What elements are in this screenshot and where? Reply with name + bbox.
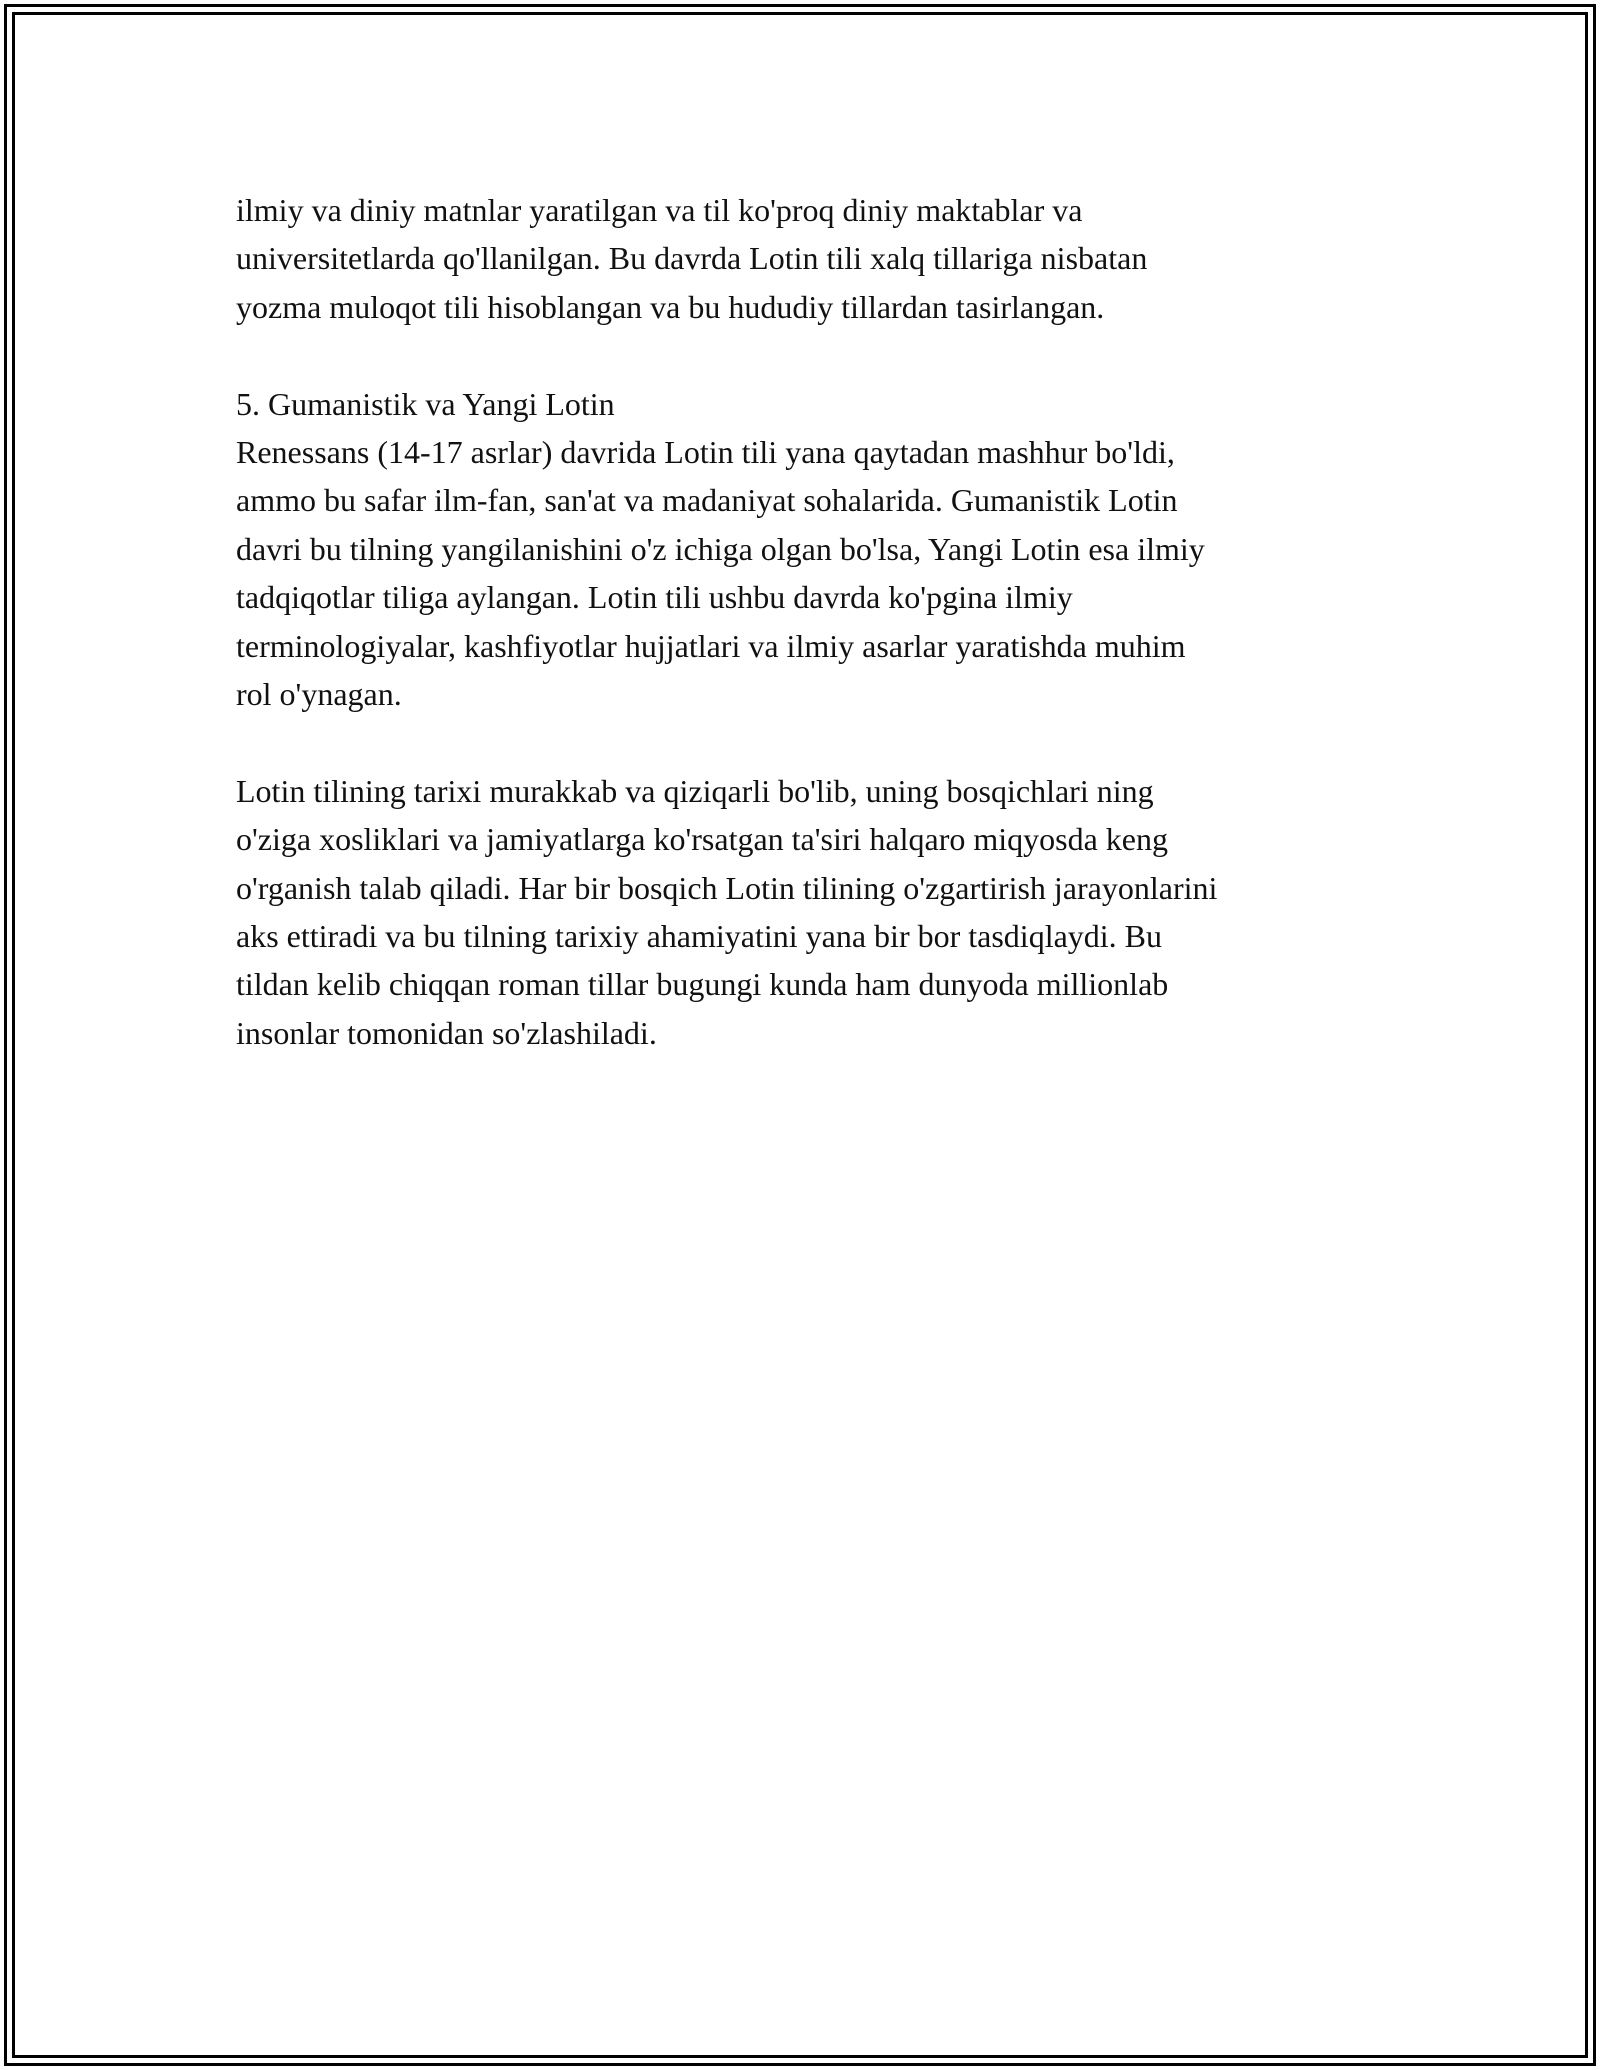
text-line: davri bu tilning yangilanishini o'z ichiga olgan bo'lsa, Yangi Lotin esa ilmiy xyxy=(236,530,1205,567)
document-body xyxy=(236,186,1386,1057)
text-line: aks ettiradi va bu tilning tarixiy ahamiyatini yana bir bor tasdiqlaydi. Bu xyxy=(236,918,1163,955)
section-heading: 5. Gumanistik va Yangi Lotin xyxy=(236,385,615,422)
text-line: yozma muloqot tili hisoblangan va bu hududiy tillardan tasirlangan. xyxy=(236,288,1105,325)
paragraph-intro xyxy=(236,186,1386,331)
text-line: Renessans (14-17 asrlar) davrida Lotin tili yana qaytadan mashhur bo'ldi, xyxy=(236,434,1175,471)
text-line: tadqiqotlar tiliga aylangan. Lotin tili ushbu davrda ko'pgina ilmiy xyxy=(236,579,1073,616)
text-line: tildan kelib chiqqan roman tillar bugungi kunda ham dunyoda millionlab xyxy=(236,966,1169,1003)
text-line: o'rganish talab qiladi. Har bir bosqich Lotin tilining o'zgartirish jarayonlarini xyxy=(236,869,1218,906)
text-line: o'ziga xosliklari va jamiyatlarga ko'rsatgan ta'siri halqaro miqyosda keng xyxy=(236,821,1168,858)
text-line: universitetlarda qo'llanilgan. Bu davrda Lotin tili xalq tillariga nisbatan xyxy=(236,240,1148,277)
paragraph-renaissance xyxy=(236,428,1386,718)
text-line: Lotin tilining tarixi murakkab va qiziqarli bo'lib, uning bosqichlari ning xyxy=(236,772,1154,809)
paragraph-spacer xyxy=(236,718,1386,766)
paragraph-spacer xyxy=(236,331,1386,379)
text-line: rol o'ynagan. xyxy=(236,676,402,713)
paragraph-conclusion xyxy=(236,767,1386,1057)
text-line: insonlar tomonidan so'zlashiladi. xyxy=(236,1014,657,1051)
text-line: ammo bu safar ilm-fan, san'at va madaniyat sohalarida. Gumanistik Lotin xyxy=(236,482,1178,519)
text-line: ilmiy va diniy matnlar yaratilgan va til ko'proq diniy maktablar va xyxy=(236,192,1083,228)
text-line: terminologiyalar, kashfiyotlar hujjatlari va ilmiy asarlar yaratishda muhim xyxy=(236,627,1186,664)
